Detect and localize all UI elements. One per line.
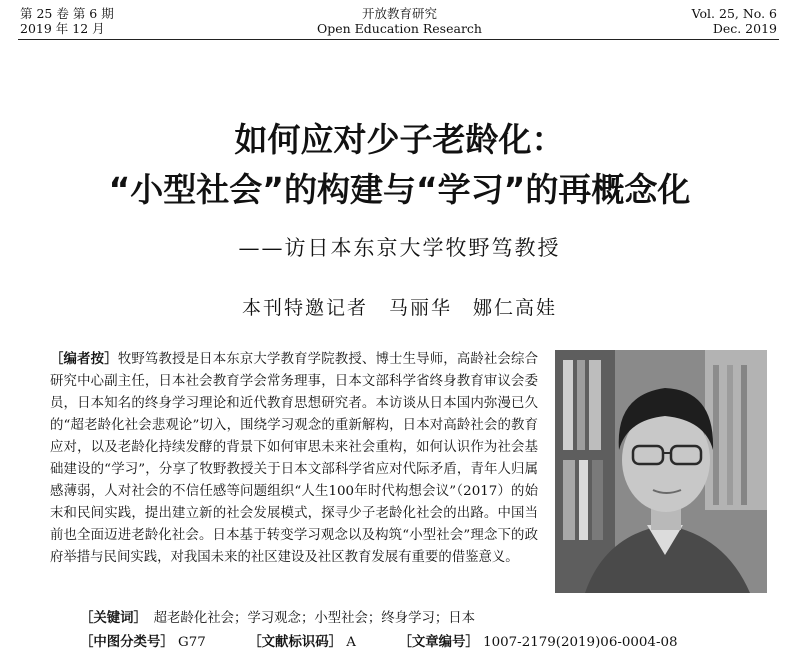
title-line-2: “小型社会”的构建与“学习”的再概念化 bbox=[108, 170, 691, 209]
portrait-photo bbox=[555, 350, 767, 593]
editor-note-label: ［编者按］ bbox=[50, 351, 118, 367]
volume-issue-en: Vol. 25, No. 6 bbox=[691, 6, 777, 21]
volume-issue-cn: 第 25 卷 第 6 期 bbox=[20, 6, 114, 21]
editor-note-text: 牧野笃教授是日本东京大学教育学院教授、博士生导师，高龄社会综合研究中心副主任，日本社会教育学会常务理事，日本文部科学省终身教育审议会委员，日本知名的终身学习理论和近代教育思想研究者。本访谈从日本国内弥漫已久的“超老龄化社会悲观论”切入，围绕学习观念的重新解构，日本对高龄社会的教育应对，以及老龄化持续发酵的背景下如何审思未来社会重构，如何认识作为社会基础建设的“学习”，分享了牧野教授关于日本文部科学省应对代际矛盾，青年人归属感薄弱，人对社会的不信任感等问题组织“人生100年时代构想会议”（2017）的始末和民间实践，提出建立新的社会发展模式，探寻少子老龄化社会的出路。中国当前也全面迈进老龄化社会。日本基于转变学习观念以及构筑“小型社会”理念下的政府举措与民间实践，对我国未来的社区建设及社区教育发展有重要的借鉴意义。 bbox=[50, 352, 539, 565]
journal-name-cn: 开放教育研究 bbox=[361, 6, 437, 21]
subtitle: ——访日本东京大学牧野笃教授 bbox=[238, 236, 561, 260]
portrait-illustration bbox=[555, 350, 767, 593]
keywords-text: 超老龄化社会；学习观念；小型社会；终身学习；日本 bbox=[153, 611, 476, 626]
authors: 本刊特邀记者 马丽华 娜仁高娃 bbox=[241, 297, 557, 319]
clc-value: G77 bbox=[178, 635, 206, 650]
journal-issue-en bbox=[692, 6, 777, 36]
article-number-label: ［文章编号］ bbox=[398, 634, 479, 650]
doc-code-label: ［文献标识码］ bbox=[248, 634, 343, 650]
article-meta bbox=[80, 631, 678, 650]
keywords-label: ［关键词］ bbox=[80, 610, 141, 626]
doc-code-value: A bbox=[346, 635, 356, 650]
editor-note bbox=[50, 348, 538, 569]
date-en: Dec. 2019 bbox=[712, 21, 777, 36]
article-number-value: 1007-2179(2019)06-0004-08 bbox=[483, 635, 678, 650]
journal-name-en: Open Education Research bbox=[317, 21, 482, 36]
date-cn: 2019 年 12 月 bbox=[20, 21, 105, 36]
journal-name bbox=[0, 6, 799, 36]
keywords bbox=[80, 607, 475, 626]
title-line-1: 如何应对少子老龄化： bbox=[234, 120, 565, 159]
clc-label: ［中图分类号］ bbox=[80, 634, 174, 650]
header-rule bbox=[18, 39, 779, 40]
